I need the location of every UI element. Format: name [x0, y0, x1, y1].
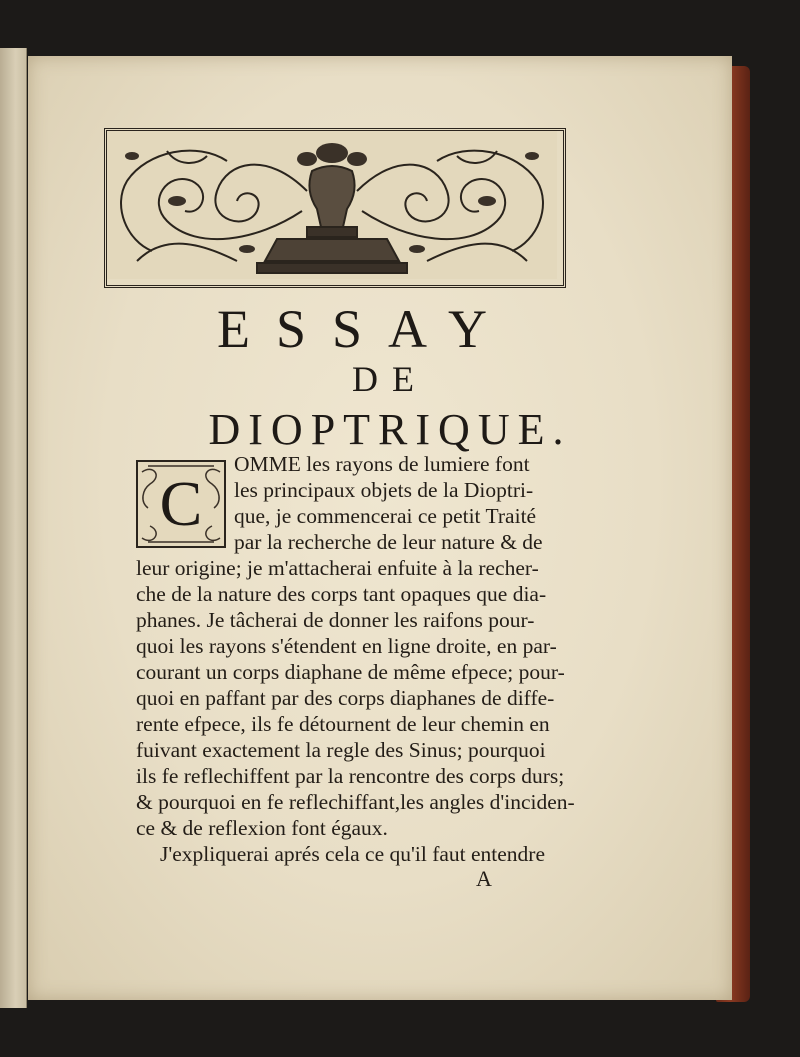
ornamental-headpiece-icon: [104, 128, 566, 288]
text-line: par la recherche de leur nature & de: [234, 530, 543, 554]
title-essay: ESSAY: [216, 299, 514, 359]
text-line: che de la nature des corps tant opaques que dia-: [136, 582, 547, 606]
text-line: que, je commencerai ce petit Traité: [234, 504, 537, 528]
text-line: J'expliquerai aprés cela ce qu'il faut entendre: [160, 842, 546, 866]
text-line: rente efpece, ils fe détournent de leur chemin en: [136, 712, 550, 736]
dropcap-letter: C: [159, 468, 203, 539]
text-line: ce & de reflexion font égaux.: [136, 816, 388, 840]
text-line: fuivant exactement la regle des Sinus; pourquoi: [136, 738, 546, 762]
title-dioptrique: DIOPTRIQUE.: [208, 405, 572, 454]
text-line: leur origine; je m'attacherai enfuite à la recher-: [136, 556, 539, 580]
text-line: courant un corps diaphane de même efpece; pour-: [136, 660, 565, 684]
signature-mark: A: [476, 866, 492, 891]
text-line: quoi en paffant par des corps diaphanes de diffe-: [136, 686, 555, 710]
text-line: OMME les rayons de lumiere font: [234, 452, 530, 476]
text-line: & pourquoi en fe reflechiffant,les angles d'inciden-: [136, 790, 575, 814]
text-line: phanes. Je tâcherai de donner les raifons pour-: [136, 608, 535, 632]
text-line: quoi les rayons s'étendent en ligne droite, en par-: [136, 634, 557, 658]
title-de: DE: [352, 359, 428, 399]
left-page-edge: [0, 48, 27, 1008]
dropcap-frame-icon: [136, 460, 226, 548]
text-line: ils fe reflechiffent par la rencontre des corps durs;: [136, 764, 565, 788]
text-line: les principaux objets de la Dioptri-: [234, 478, 534, 502]
